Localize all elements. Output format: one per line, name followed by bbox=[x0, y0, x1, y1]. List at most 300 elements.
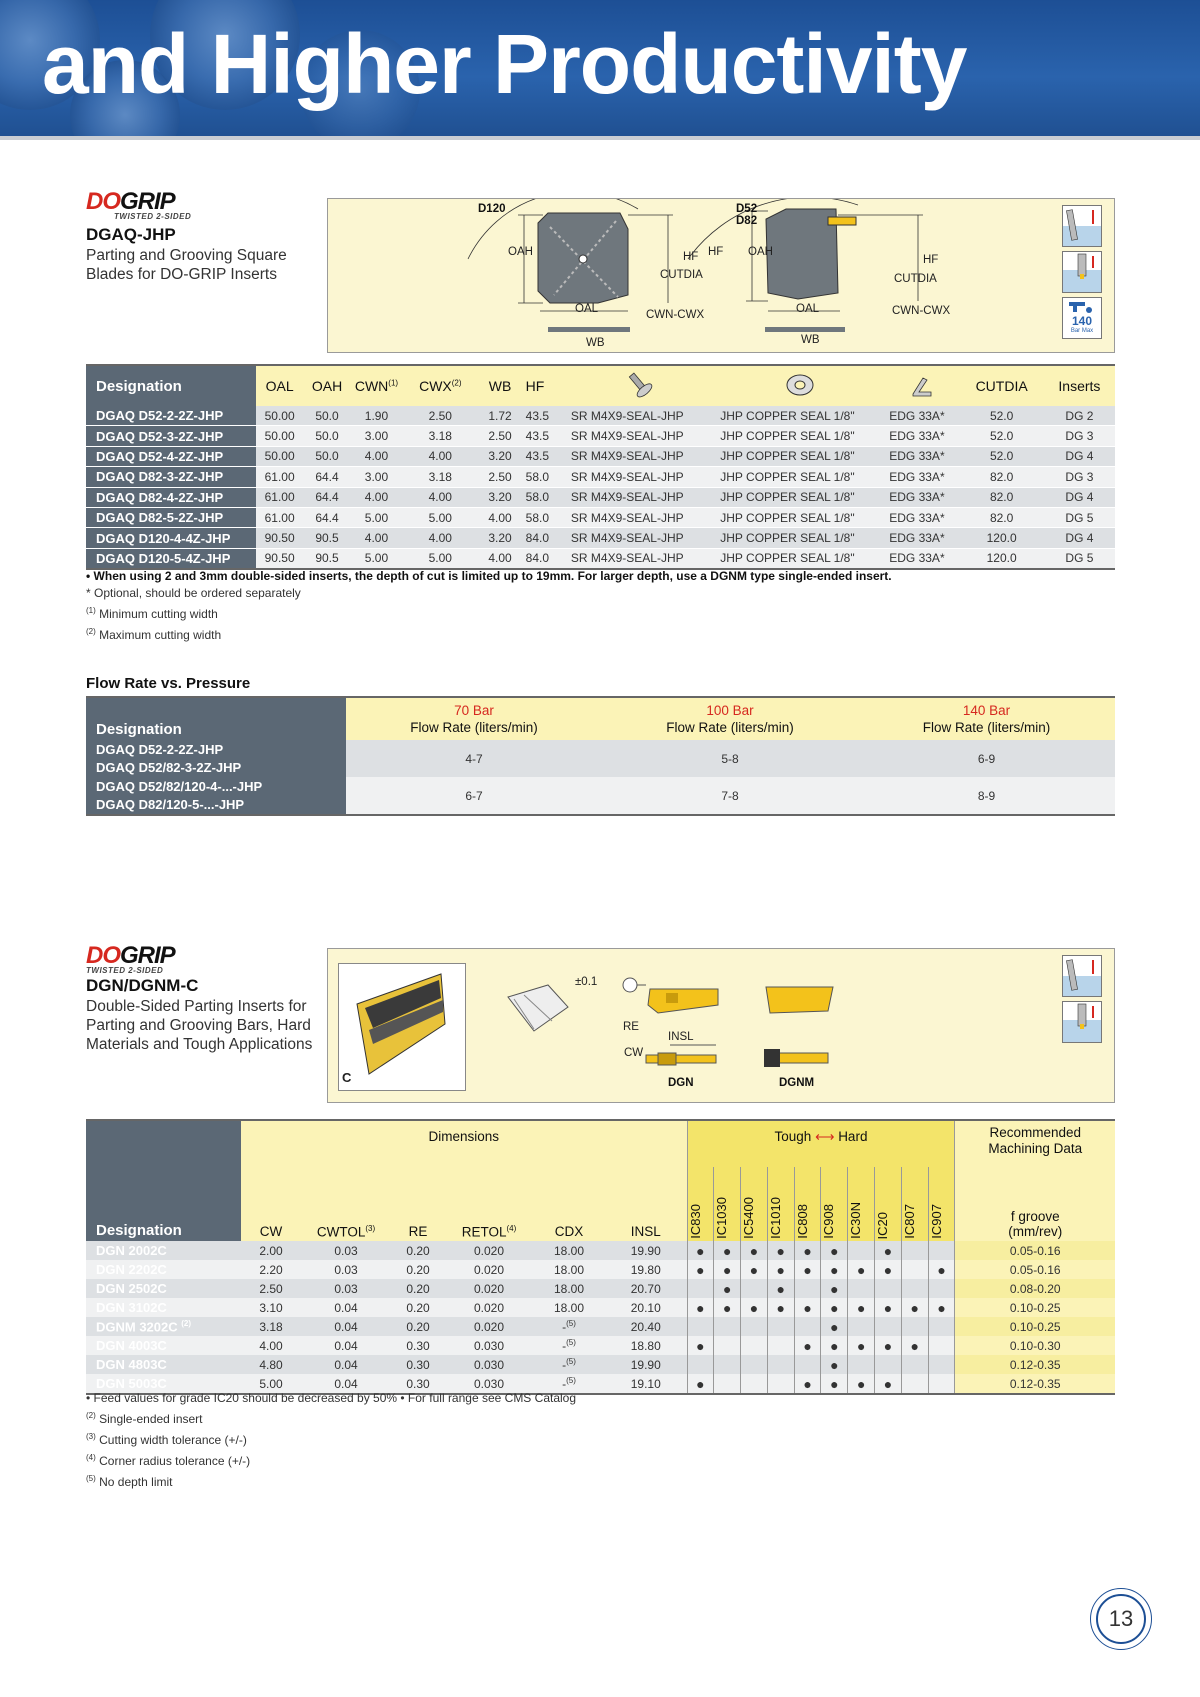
table-cell: 2.50 bbox=[478, 426, 521, 446]
table-cell: DGAQ D82-4-2Z-JHP bbox=[86, 487, 256, 507]
table-cell: 20.10 bbox=[605, 1298, 687, 1317]
grade-cell: ● bbox=[714, 1298, 741, 1317]
table-cell: 4.00 bbox=[241, 1336, 301, 1355]
col-designation: Designation bbox=[86, 1167, 241, 1241]
table-row bbox=[86, 1279, 1115, 1298]
table-cell: JHP COPPER SEAL 1/8" bbox=[714, 446, 885, 466]
col-oal: OAL bbox=[256, 365, 303, 406]
screw-icon bbox=[565, 365, 714, 406]
page-number: 13 bbox=[1096, 1594, 1146, 1644]
flow-value: 8-9 bbox=[858, 777, 1115, 815]
table-row bbox=[86, 487, 1115, 507]
table-row bbox=[86, 446, 1115, 466]
table-cell: EDG 33A* bbox=[885, 548, 959, 569]
grade-cell: ● bbox=[714, 1260, 741, 1279]
table-cell: 61.00 bbox=[256, 507, 303, 527]
table-cell: 3.18 bbox=[402, 426, 478, 446]
table-cell: EDG 33A* bbox=[885, 426, 959, 446]
col-grade: IC808 bbox=[794, 1167, 821, 1241]
grade-cell: ● bbox=[714, 1279, 741, 1298]
table-row bbox=[86, 1317, 1115, 1336]
grade-cell: ● bbox=[928, 1260, 955, 1279]
grade-cell: ● bbox=[767, 1279, 794, 1298]
grade-cell bbox=[714, 1317, 741, 1336]
grade-cell: ● bbox=[875, 1336, 902, 1355]
table-cell: 2.00 bbox=[241, 1241, 301, 1260]
table-cell: -$^{(5)}$ bbox=[533, 1374, 605, 1394]
table-cell: 0.04 bbox=[301, 1317, 391, 1336]
flow-value: 6-7 bbox=[346, 777, 602, 815]
grade-cell: ● bbox=[821, 1260, 848, 1279]
table-row bbox=[86, 406, 1115, 426]
flow-designation: DGAQ D52-2-2Z-JHP bbox=[86, 740, 346, 759]
table-cell: DGN 2002C bbox=[86, 1241, 241, 1260]
grade-cell bbox=[687, 1279, 714, 1298]
table-cell: 3.18 bbox=[241, 1317, 301, 1336]
col-grade: IC20 bbox=[875, 1167, 902, 1241]
grade-cell: ● bbox=[821, 1241, 848, 1260]
grade-cell bbox=[741, 1317, 768, 1336]
table-cell: 4.00 bbox=[351, 446, 403, 466]
table-cell: 5.00 bbox=[241, 1374, 301, 1394]
table-cell: DGN 2502C bbox=[86, 1279, 241, 1298]
table-cell: 20.70 bbox=[605, 1279, 687, 1298]
table-cell: 3.20 bbox=[478, 487, 521, 507]
table-cell: 82.0 bbox=[959, 507, 1043, 527]
grade-cell: ● bbox=[848, 1336, 875, 1355]
table-cell: 4.80 bbox=[241, 1355, 301, 1374]
grade-cell: ● bbox=[714, 1241, 741, 1260]
table-cell: 0.04 bbox=[301, 1355, 391, 1374]
col-grade: IC5400 bbox=[741, 1167, 768, 1241]
table-cell: 0.020 bbox=[445, 1298, 533, 1317]
grade-cell bbox=[848, 1355, 875, 1374]
grade-cell: ● bbox=[767, 1298, 794, 1317]
table-cell: 50.0 bbox=[303, 446, 350, 466]
table-cell: 0.03 bbox=[301, 1260, 391, 1279]
grade-cell: ● bbox=[821, 1317, 848, 1336]
col-wb: WB bbox=[478, 365, 521, 406]
table-cell: SR M4X9-SEAL-JHP bbox=[565, 548, 714, 569]
col-oah: OAH bbox=[303, 365, 350, 406]
table-cell: 0.020 bbox=[445, 1317, 533, 1336]
table-cell: JHP COPPER SEAL 1/8" bbox=[714, 406, 885, 426]
table-cell: 0.03 bbox=[301, 1279, 391, 1298]
table-cell: 50.0 bbox=[303, 406, 350, 426]
table-cell: DGAQ D52-4-2Z-JHP bbox=[86, 446, 256, 466]
table-cell: 120.0 bbox=[959, 528, 1043, 548]
table-row bbox=[86, 1355, 1115, 1374]
table-row bbox=[86, 548, 1115, 569]
table-cell: 90.50 bbox=[256, 548, 303, 569]
table-cell: 2.50 bbox=[478, 467, 521, 487]
insert-drawing-figure: C ±0.1 RE CW INSL DGN DGNM bbox=[327, 948, 1115, 1103]
table-cell: 50.00 bbox=[256, 446, 303, 466]
table-cell: 0.030 bbox=[445, 1374, 533, 1394]
col-grade: IC1010 bbox=[767, 1167, 794, 1241]
table-cell: 0.04 bbox=[301, 1336, 391, 1355]
grade-cell: ● bbox=[687, 1336, 714, 1355]
flow-col-70: 70 Bar Flow Rate (liters/min) bbox=[346, 697, 602, 740]
table-cell: 52.0 bbox=[959, 426, 1043, 446]
feed-cell: 0.12-0.35 bbox=[955, 1374, 1115, 1394]
table-cell: JHP COPPER SEAL 1/8" bbox=[714, 426, 885, 446]
col-cwtol: CWTOL$^{(3)}$ bbox=[301, 1167, 391, 1241]
table-cell: 58.0 bbox=[522, 467, 565, 487]
table-row bbox=[86, 507, 1115, 527]
table-cell: 18.80 bbox=[605, 1336, 687, 1355]
col-cdx: CDX bbox=[533, 1167, 605, 1241]
grade-cell: ● bbox=[794, 1298, 821, 1317]
flow-designation: DGAQ D52/82/120-4-...-JHP bbox=[86, 777, 346, 796]
table-cell: SR M4X9-SEAL-JHP bbox=[565, 446, 714, 466]
flow-designation: DGAQ D52/82-3-2Z-JHP bbox=[86, 759, 346, 778]
grade-cell: ● bbox=[848, 1374, 875, 1394]
grade-cell bbox=[687, 1355, 714, 1374]
table-cell: 84.0 bbox=[522, 548, 565, 569]
table-cell: 4.00 bbox=[478, 507, 521, 527]
table-cell: 61.00 bbox=[256, 467, 303, 487]
table-cell: 5.00 bbox=[402, 507, 478, 527]
col-grade: IC1030 bbox=[714, 1167, 741, 1241]
table-cell: DGN 3102C bbox=[86, 1298, 241, 1317]
table-cell: 43.5 bbox=[522, 446, 565, 466]
table-cell: 0.020 bbox=[445, 1241, 533, 1260]
feed-cell: 0.12-0.35 bbox=[955, 1355, 1115, 1374]
table-cell: 0.020 bbox=[445, 1260, 533, 1279]
grade-cell bbox=[687, 1317, 714, 1336]
col-grade: IC907 bbox=[928, 1167, 955, 1241]
table-cell: 58.0 bbox=[522, 487, 565, 507]
table-cell: SR M4X9-SEAL-JHP bbox=[565, 406, 714, 426]
table-cell: 90.5 bbox=[303, 548, 350, 569]
flow-rate-title: Flow Rate vs. Pressure bbox=[86, 675, 251, 692]
dgaq-specs-table bbox=[86, 364, 1115, 570]
table-cell: 52.0 bbox=[959, 406, 1043, 426]
table-cell: 58.0 bbox=[522, 507, 565, 527]
table-cell: DGAQ D52-2-2Z-JHP bbox=[86, 406, 256, 426]
table-cell: 0.020 bbox=[445, 1279, 533, 1298]
table-row bbox=[86, 1241, 1115, 1260]
table-cell: 4.00 bbox=[478, 548, 521, 569]
flow-value: 6-9 bbox=[858, 740, 1115, 777]
dgn-specs-table bbox=[86, 1119, 1115, 1395]
grade-cell bbox=[901, 1279, 928, 1298]
grade-cell bbox=[901, 1241, 928, 1260]
grade-cell: ● bbox=[687, 1298, 714, 1317]
table-cell: 4.00 bbox=[402, 446, 478, 466]
table-cell: 0.030 bbox=[445, 1355, 533, 1374]
product-description: Parting and Grooving Square Blades for DO-GRIP Inserts bbox=[86, 247, 287, 283]
grade-cell bbox=[741, 1355, 768, 1374]
feed-cell: 0.05-0.16 bbox=[955, 1260, 1115, 1279]
table-cell: 2.50 bbox=[241, 1279, 301, 1298]
blade-drawing-figure: D120 D52 D82 OAH HF HF CUTDIA OAL CWN-CWX WB OAH HF CUTDIA OAL CWN-CWX WB 140 Bar Max bbox=[327, 198, 1115, 353]
table-cell: 50.00 bbox=[256, 406, 303, 426]
table-cell: DG 5 bbox=[1044, 507, 1115, 527]
col-cutdia: CUTDIA bbox=[959, 365, 1043, 406]
grade-cell bbox=[901, 1260, 928, 1279]
flow-col-designation: Designation bbox=[86, 697, 346, 740]
grade-cell bbox=[928, 1336, 955, 1355]
grade-cell: ● bbox=[875, 1260, 902, 1279]
table-cell: 0.04 bbox=[301, 1298, 391, 1317]
flow-value: 5-8 bbox=[602, 740, 858, 777]
table-cell: DGNM 3202C $^{(2)}$ bbox=[86, 1317, 241, 1336]
table-cell: 90.50 bbox=[256, 528, 303, 548]
grade-cell: ● bbox=[741, 1260, 768, 1279]
product-title-2: DGN/DGNM-C bbox=[86, 976, 199, 995]
table-cell: DGN 5003C bbox=[86, 1374, 241, 1394]
table-cell: DGAQ D82-3-2Z-JHP bbox=[86, 467, 256, 487]
table-cell: JHP COPPER SEAL 1/8" bbox=[714, 548, 885, 569]
grade-cell bbox=[901, 1317, 928, 1336]
col-hf: HF bbox=[522, 365, 565, 406]
table-cell: 18.00 bbox=[533, 1241, 605, 1260]
grade-cell: ● bbox=[901, 1336, 928, 1355]
table-cell: 3.20 bbox=[478, 528, 521, 548]
table3-notes: • Feed values for grade IC20 should be decreased by 50% • For full range see CMS Catalog $^{(2)}$ Single-ended insert $^{(3)}$ Cutting width tolerance (+/-) $^{(4)}$ Corner radius tolerance (+/-) $^{(5)}$ No depth limit bbox=[86, 1391, 577, 1489]
table-cell: DGAQ D52-3-2Z-JHP bbox=[86, 426, 256, 446]
grade-cell: ● bbox=[848, 1298, 875, 1317]
col-grade: IC807 bbox=[901, 1167, 928, 1241]
table-cell: 19.90 bbox=[605, 1355, 687, 1374]
table-cell: EDG 33A* bbox=[885, 406, 959, 426]
table1-notes: • When using 2 and 3mm double-sided inserts, the depth of cut is limited up to 19mm. For larger depth, use a DGNM type single-ended insert. * Optional, should be ordered separately $^{(1)}$ Minimum cutting width $^{(2)}$ Maximum cutting width bbox=[86, 569, 892, 642]
col-designation: Designation bbox=[86, 365, 256, 406]
table-cell: 18.00 bbox=[533, 1260, 605, 1279]
banner-title: and Higher Productivity bbox=[42, 17, 967, 111]
table-cell: 3.20 bbox=[478, 446, 521, 466]
grade-cell bbox=[875, 1355, 902, 1374]
parting-icon-2 bbox=[1062, 955, 1102, 997]
table-row bbox=[86, 528, 1115, 548]
table-cell: 43.5 bbox=[522, 426, 565, 446]
table-cell: DGN 2202C bbox=[86, 1260, 241, 1279]
grade-cell: ● bbox=[821, 1298, 848, 1317]
insert-photo: C bbox=[338, 963, 466, 1091]
table-cell: 50.00 bbox=[256, 426, 303, 446]
table-cell: DGAQ D120-5-4Z-JHP bbox=[86, 548, 256, 569]
flow-col-140: 140 Bar Flow Rate (liters/min) bbox=[858, 697, 1115, 740]
table-cell: 50.0 bbox=[303, 426, 350, 446]
table-cell: DG 2 bbox=[1044, 406, 1115, 426]
grade-cell bbox=[767, 1317, 794, 1336]
grade-cell: ● bbox=[794, 1241, 821, 1260]
table-cell: 0.20 bbox=[391, 1298, 445, 1317]
table-cell: DGAQ D82-5-2Z-JHP bbox=[86, 507, 256, 527]
col-grade: IC30N bbox=[848, 1167, 875, 1241]
table-row bbox=[86, 1260, 1115, 1279]
table-cell: DG 4 bbox=[1044, 528, 1115, 548]
table-cell: 120.0 bbox=[959, 548, 1043, 569]
table-cell: 82.0 bbox=[959, 467, 1043, 487]
feed-cell: 0.08-0.20 bbox=[955, 1279, 1115, 1298]
feed-cell: 0.10-0.30 bbox=[955, 1336, 1115, 1355]
grade-cell bbox=[848, 1279, 875, 1298]
table-cell: DG 5 bbox=[1044, 548, 1115, 569]
table-cell: 61.00 bbox=[256, 487, 303, 507]
grade-cell: ● bbox=[741, 1298, 768, 1317]
table-cell: 3.00 bbox=[351, 467, 403, 487]
table-cell: JHP COPPER SEAL 1/8" bbox=[714, 467, 885, 487]
feed-cell: 0.05-0.16 bbox=[955, 1241, 1115, 1260]
table-cell: JHP COPPER SEAL 1/8" bbox=[714, 507, 885, 527]
table-cell: DG 3 bbox=[1044, 426, 1115, 446]
coolant-pressure-icon: 140 Bar Max bbox=[1062, 297, 1102, 339]
product-description-2: Double-Sided Parting Inserts for Parting and Grooving Bars, Hard Materials and Tough Applications bbox=[86, 998, 313, 1053]
col-cw: CW bbox=[241, 1167, 301, 1241]
grade-cell: ● bbox=[767, 1260, 794, 1279]
table-cell: 3.18 bbox=[402, 467, 478, 487]
table-cell: 20.40 bbox=[605, 1317, 687, 1336]
grade-cell bbox=[767, 1336, 794, 1355]
table-cell: 3.00 bbox=[351, 426, 403, 446]
grade-cell: ● bbox=[901, 1298, 928, 1317]
table-row bbox=[86, 1298, 1115, 1317]
table-cell: 19.90 bbox=[605, 1241, 687, 1260]
header-banner bbox=[0, 0, 1200, 140]
table-cell: EDG 33A* bbox=[885, 467, 959, 487]
grade-cell bbox=[875, 1317, 902, 1336]
grade-cell: ● bbox=[767, 1241, 794, 1260]
col-re: RE bbox=[391, 1167, 445, 1241]
table-cell: 2.20 bbox=[241, 1260, 301, 1279]
table-cell: DGAQ D120-4-4Z-JHP bbox=[86, 528, 256, 548]
feed-cell: 0.10-0.25 bbox=[955, 1317, 1115, 1336]
grooving-icon-2 bbox=[1062, 1001, 1102, 1043]
grade-cell: ● bbox=[687, 1260, 714, 1279]
table-cell: 5.00 bbox=[402, 548, 478, 569]
grade-cell: ● bbox=[687, 1374, 714, 1394]
table-cell: -$^{(5)}$ bbox=[533, 1355, 605, 1374]
col-inserts: Inserts bbox=[1044, 365, 1115, 406]
parting-icon bbox=[1062, 205, 1102, 247]
table-cell: 0.030 bbox=[445, 1336, 533, 1355]
grade-cell: ● bbox=[928, 1298, 955, 1317]
table-cell: DG 4 bbox=[1044, 446, 1115, 466]
grade-cell: ● bbox=[821, 1355, 848, 1374]
tough-hard-header: Tough ⟷ Hard bbox=[687, 1120, 955, 1167]
table-cell: EDG 33A* bbox=[885, 528, 959, 548]
table-cell: 5.00 bbox=[351, 507, 403, 527]
table-cell: 19.80 bbox=[605, 1260, 687, 1279]
table-row bbox=[86, 1336, 1115, 1355]
table-cell: 0.20 bbox=[391, 1260, 445, 1279]
table-cell: 0.30 bbox=[391, 1336, 445, 1355]
flow-col-100: 100 Bar Flow Rate (liters/min) bbox=[602, 697, 858, 740]
grade-cell bbox=[794, 1317, 821, 1336]
flow-row bbox=[86, 777, 1115, 796]
grade-cell: ● bbox=[794, 1260, 821, 1279]
col-fgroove: f groove (mm/rev) bbox=[955, 1167, 1115, 1241]
table-cell: SR M4X9-SEAL-JHP bbox=[565, 487, 714, 507]
table-cell: 1.72 bbox=[478, 406, 521, 426]
grade-cell bbox=[714, 1355, 741, 1374]
table-cell: 0.04 bbox=[301, 1374, 391, 1394]
table-cell: 84.0 bbox=[522, 528, 565, 548]
grade-cell: ● bbox=[794, 1336, 821, 1355]
grade-cell: ● bbox=[875, 1374, 902, 1394]
recommended-header: Recommended Machining Data bbox=[955, 1120, 1115, 1167]
grooving-icon bbox=[1062, 251, 1102, 293]
grade-cell bbox=[741, 1279, 768, 1298]
table-cell: SR M4X9-SEAL-JHP bbox=[565, 467, 714, 487]
product-title: DGAQ-JHP bbox=[86, 225, 176, 244]
table-cell: JHP COPPER SEAL 1/8" bbox=[714, 487, 885, 507]
grade-cell bbox=[928, 1279, 955, 1298]
flow-designation: DGAQ D82/120-5-...-JHP bbox=[86, 796, 346, 816]
dogrip-logo-2: DOGRIP TWISTED 2-SIDED bbox=[86, 942, 175, 975]
grade-cell bbox=[928, 1317, 955, 1336]
table-cell: 1.90 bbox=[351, 406, 403, 426]
table-cell: 0.30 bbox=[391, 1355, 445, 1374]
table-cell: -$^{(5)}$ bbox=[533, 1317, 605, 1336]
grade-cell bbox=[848, 1241, 875, 1260]
table-cell: -$^{(5)}$ bbox=[533, 1336, 605, 1355]
page-number-badge bbox=[1090, 1588, 1152, 1650]
col-grade: IC908 bbox=[821, 1167, 848, 1241]
table-cell: 64.4 bbox=[303, 507, 350, 527]
flow-rate-table bbox=[86, 696, 1115, 816]
grade-cell: ● bbox=[821, 1374, 848, 1394]
table-cell: 2.50 bbox=[402, 406, 478, 426]
table-cell: 18.00 bbox=[533, 1298, 605, 1317]
grade-cell: ● bbox=[687, 1241, 714, 1260]
table-cell: 18.00 bbox=[533, 1279, 605, 1298]
table-cell: EDG 33A* bbox=[885, 446, 959, 466]
grade-cell: ● bbox=[741, 1241, 768, 1260]
grade-cell: ● bbox=[875, 1241, 902, 1260]
grade-cell bbox=[928, 1241, 955, 1260]
table-cell: 19.10 bbox=[605, 1374, 687, 1394]
table-cell: 5.00 bbox=[351, 548, 403, 569]
flow-value: 4-7 bbox=[346, 740, 602, 777]
grade-cell: ● bbox=[875, 1298, 902, 1317]
table-cell: DGN 4003C bbox=[86, 1336, 241, 1355]
table-cell: 0.20 bbox=[391, 1241, 445, 1260]
feed-cell: 0.10-0.25 bbox=[955, 1298, 1115, 1317]
col-designation-blank bbox=[86, 1120, 241, 1167]
grade-cell bbox=[794, 1279, 821, 1298]
table-cell: 64.4 bbox=[303, 487, 350, 507]
col-retol: RETOL$^{(4)}$ bbox=[445, 1167, 533, 1241]
grade-cell: ● bbox=[848, 1260, 875, 1279]
blade-drawing bbox=[328, 199, 1116, 354]
table-cell: SR M4X9-SEAL-JHP bbox=[565, 528, 714, 548]
table-cell: 4.00 bbox=[402, 487, 478, 507]
table-cell: 0.30 bbox=[391, 1374, 445, 1394]
table-cell: 82.0 bbox=[959, 487, 1043, 507]
flow-value: 7-8 bbox=[602, 777, 858, 815]
grade-cell: ● bbox=[821, 1336, 848, 1355]
col-cwx: CWX$^{(2)}$ bbox=[402, 365, 478, 406]
table-cell: 4.00 bbox=[351, 528, 403, 548]
dogrip-logo: DOGRIP TWISTED 2-SIDED bbox=[86, 188, 192, 221]
grade-cell bbox=[714, 1336, 741, 1355]
table-cell: DGN 4803C bbox=[86, 1355, 241, 1374]
grade-cell: ● bbox=[821, 1279, 848, 1298]
grade-cell bbox=[901, 1355, 928, 1374]
table-cell: EDG 33A* bbox=[885, 487, 959, 507]
table-cell: EDG 33A* bbox=[885, 507, 959, 527]
table-cell: 0.20 bbox=[391, 1317, 445, 1336]
table-cell: 64.4 bbox=[303, 467, 350, 487]
grade-cell bbox=[875, 1279, 902, 1298]
table-row bbox=[86, 467, 1115, 487]
table-cell: SR M4X9-SEAL-JHP bbox=[565, 426, 714, 446]
table-cell: DG 4 bbox=[1044, 487, 1115, 507]
